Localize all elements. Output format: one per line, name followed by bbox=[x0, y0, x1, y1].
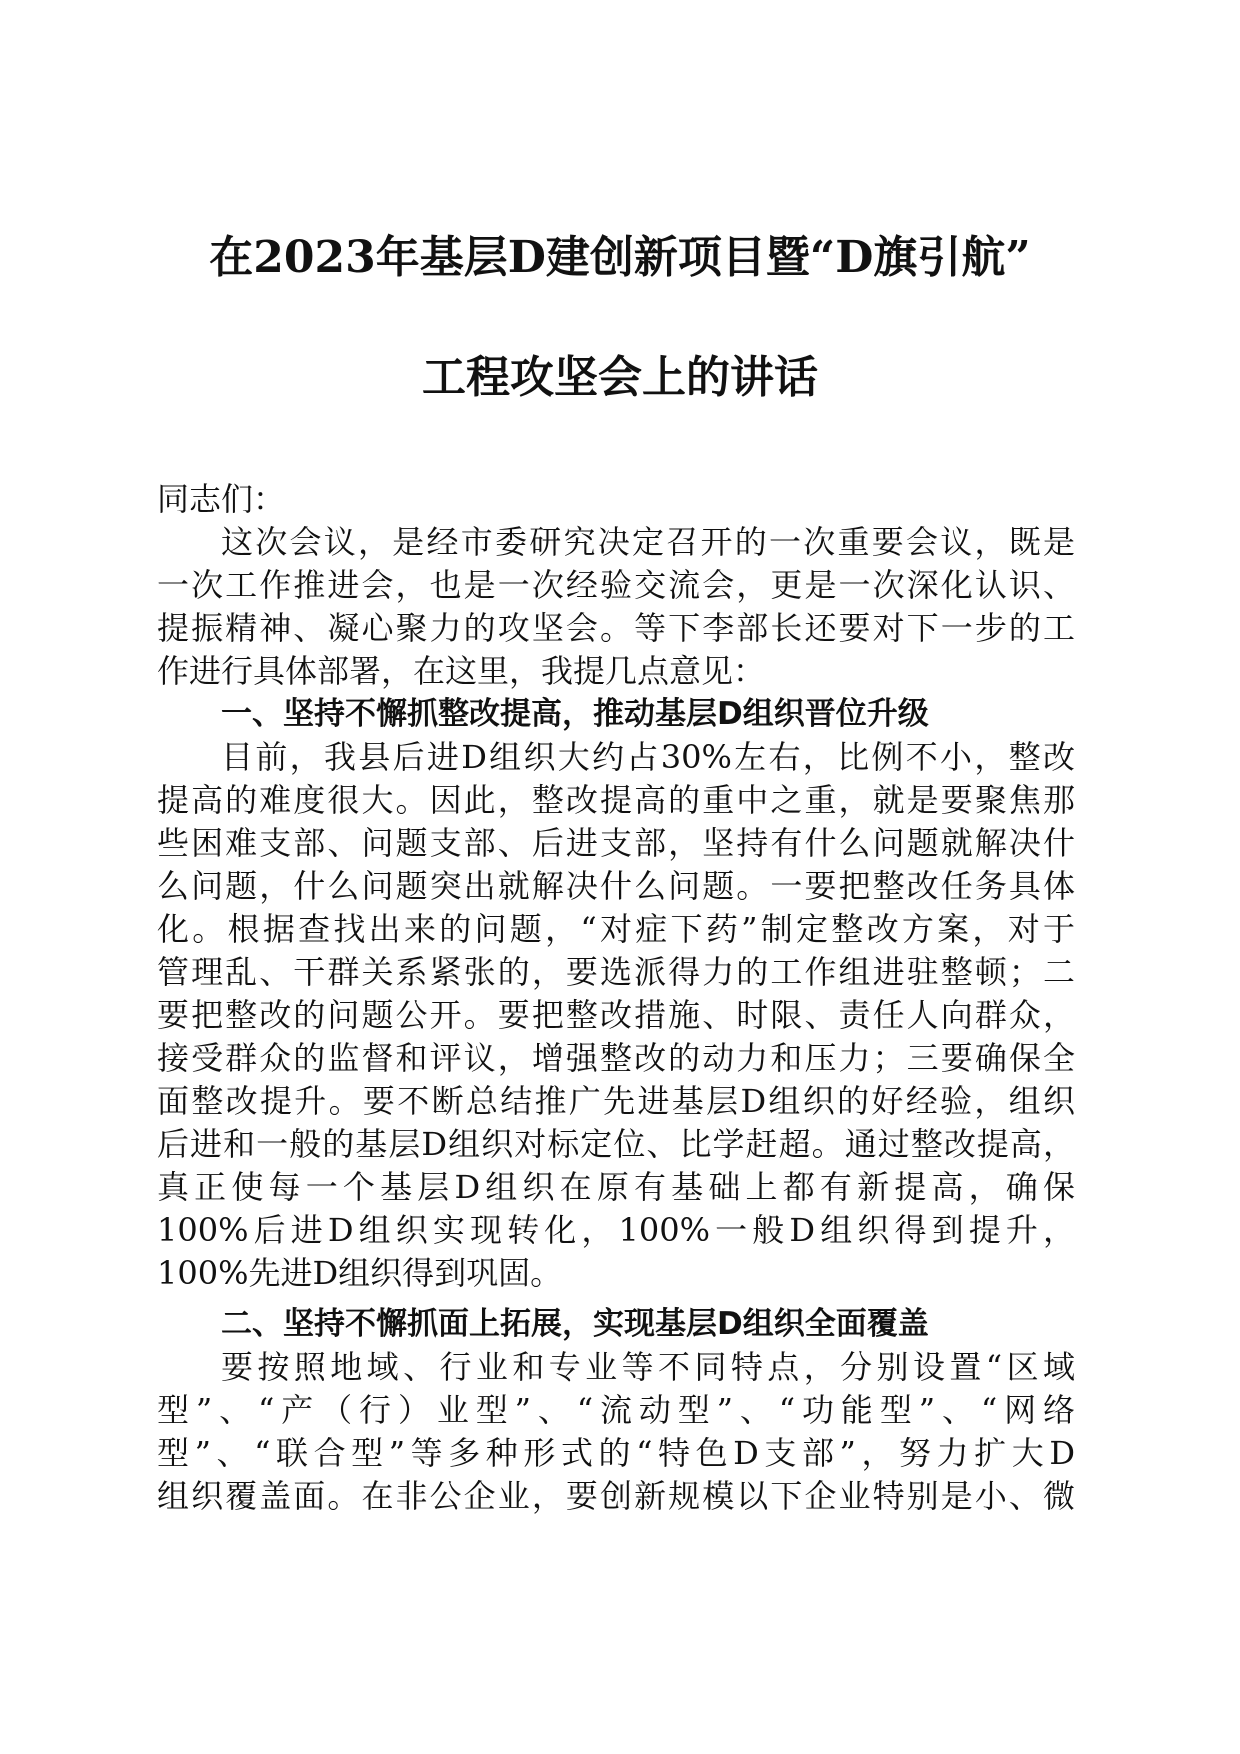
salutation: 同志们： bbox=[157, 480, 286, 518]
section-2-line: 要按照地域、行业和专业等不同特点，分别设置“区域 bbox=[221, 1348, 1075, 1386]
intro-line: 一次工作推进会，也是一次经验交流会，更是一次深化认识、 bbox=[157, 566, 1075, 604]
section-2-line: 组织覆盖面。在非公企业，要创新规模以下企业特别是小、微 bbox=[157, 1477, 1075, 1515]
document-title-line-1: 在2023年基层D建创新项目暨“D旗引航” bbox=[209, 232, 1031, 283]
paragraph-gap bbox=[157, 1295, 1075, 1303]
section-1-line: 么问题，什么问题突出就解决什么问题。一要把整改任务具体 bbox=[157, 867, 1075, 905]
section-1-line: 面整改提升。要不断总结推广先进基层D组织的好经验，组织 bbox=[157, 1082, 1075, 1120]
section-1-line: 管理乱、干群关系紧张的，要选派得力的工作组进驻整顿；二 bbox=[157, 953, 1075, 991]
section-1-line: 些困难支部、问题支部、后进支部，坚持有什么问题就解决什 bbox=[157, 824, 1075, 862]
document-title-line-2: 工程攻坚会上的讲话 bbox=[422, 352, 818, 403]
section-1-line: 化。根据查找出来的问题，“对症下药”制定整改方案，对于 bbox=[157, 910, 1075, 948]
section-1-line: 后进和一般的基层D组织对标定位、比学赶超。通过整改提高， bbox=[157, 1125, 1075, 1163]
intro-line: 提振精神、凝心聚力的攻坚会。等下李部长还要对下一步的工 bbox=[157, 609, 1075, 647]
intro-line: 这次会议，是经市委研究决定召开的一次重要会议，既是 bbox=[221, 523, 1075, 561]
section-2-line: 型”、“产（行）业型”、“流动型”、“功能型”、“网络 bbox=[157, 1391, 1075, 1429]
section-1-line: 提高的难度很大。因此，整改提高的重中之重，就是要聚焦那 bbox=[157, 781, 1075, 819]
section-1-line: 接受群众的监督和评议，增强整改的动力和压力；三要确保全 bbox=[157, 1039, 1075, 1077]
section-1-line: 要把整改的问题公开。要把整改措施、时限、责任人向群众， bbox=[157, 996, 1075, 1034]
section-1-line: 100%先进D组织得到巩固。 bbox=[157, 1254, 563, 1292]
section-1-line: 目前，我县后进D组织大约占30%左右，比例不小，整改 bbox=[221, 738, 1075, 776]
section-1-heading: 一、坚持不懈抓整改提高，推动基层D组织晋位升级 bbox=[221, 696, 929, 732]
section-1-line: 真正使每一个基层D组织在原有基础上都有新提高，确保 bbox=[157, 1168, 1075, 1206]
section-1-line: 100%后进D组织实现转化，100%一般D组织得到提升， bbox=[157, 1211, 1075, 1249]
document-body bbox=[157, 478, 1075, 1518]
section-2-line: 型”、“联合型”等多种形式的“特色D支部”，努力扩大D bbox=[157, 1434, 1075, 1472]
intro-line: 作进行具体部署，在这里，我提几点意见： bbox=[157, 652, 766, 690]
section-2-heading: 二、坚持不懈抓面上拓展，实现基层D组织全面覆盖 bbox=[221, 1306, 929, 1342]
